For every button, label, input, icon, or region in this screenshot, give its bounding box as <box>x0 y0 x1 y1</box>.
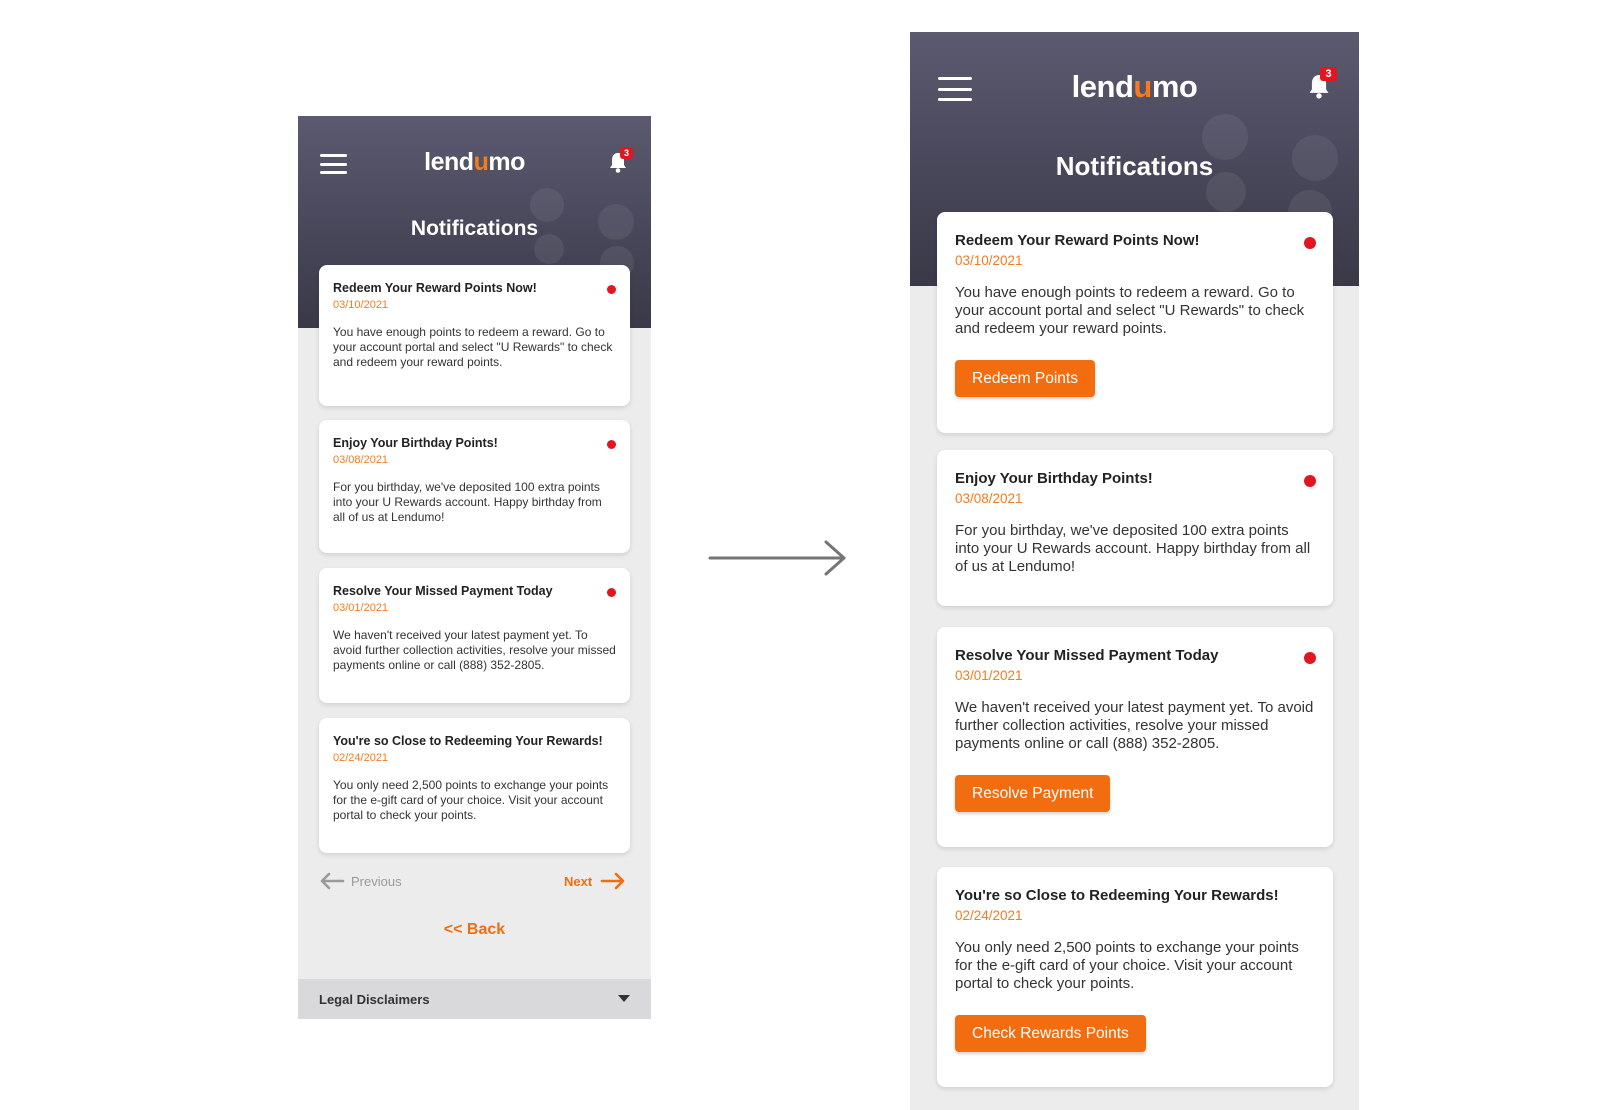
notification-title: Resolve Your Missed Payment Today <box>955 647 1219 664</box>
notification-body: We haven't received your latest payment yet. To avoid further collection activities, resolve your missed payments online or call (888) 352-2805. <box>955 699 1314 752</box>
notification-card[interactable] <box>937 627 1333 847</box>
caret-down-icon <box>618 995 630 1003</box>
lendumo-logo: lendumo <box>424 148 525 176</box>
unread-dot <box>607 285 616 294</box>
previous-button[interactable] <box>319 872 402 890</box>
notification-card[interactable] <box>319 568 630 703</box>
notification-badge: 3 <box>620 147 633 159</box>
notification-date: 02/24/2021 <box>955 908 1023 923</box>
check-rewards-points-button[interactable]: Check Rewards Points <box>955 1015 1146 1052</box>
bell-icon[interactable] <box>608 148 629 174</box>
notification-title: You're so Close to Redeeming Your Rewards! <box>333 734 603 748</box>
notification-title: Enjoy Your Birthday Points! <box>955 470 1153 487</box>
notification-card[interactable] <box>937 212 1333 433</box>
unread-dot <box>607 588 616 597</box>
unread-dot <box>1304 652 1316 664</box>
legal-disclaimers[interactable] <box>298 979 651 1019</box>
notification-body: For you birthday, we've deposited 100 extra points into your U Rewards account. Happy birthday from all of us at Lendumo! <box>333 480 602 524</box>
notification-card[interactable] <box>319 265 630 406</box>
transition-arrow-icon <box>708 538 854 583</box>
notification-title: You're so Close to Redeeming Your Rewards! <box>955 887 1279 904</box>
back-link[interactable]: << Back <box>443 921 506 938</box>
arrow-right-icon <box>600 872 626 890</box>
previous-label: Previous <box>351 873 402 889</box>
phone-after <box>910 32 1359 1110</box>
notification-date: 03/10/2021 <box>333 299 389 311</box>
notification-body: We haven't received your latest payment yet. To avoid further collection activities, resolve your missed payments online or call (888) 352-2805. <box>333 628 616 672</box>
notification-title: Resolve Your Missed Payment Today <box>333 584 553 598</box>
phone-before <box>298 116 651 1019</box>
notification-date: 03/01/2021 <box>955 668 1023 683</box>
notification-date: 03/10/2021 <box>955 253 1023 268</box>
lendumo-logo: lendumo <box>1071 69 1198 104</box>
notification-title: Redeem Your Reward Points Now! <box>955 232 1200 249</box>
next-button[interactable] <box>564 872 626 890</box>
notification-title: Enjoy Your Birthday Points! <box>333 436 498 450</box>
notification-card[interactable] <box>319 718 630 853</box>
resolve-payment-button[interactable]: Resolve Payment <box>955 775 1110 812</box>
page-title: Notifications <box>410 217 539 240</box>
legal-label: Legal Disclaimers <box>319 991 430 1007</box>
notification-card[interactable] <box>319 420 630 553</box>
notification-body: You only need 2,500 points to exchange your points for the e-gift card of your choice. Visit your account portal to check your points. <box>955 939 1299 992</box>
notification-title: Redeem Your Reward Points Now! <box>333 281 537 295</box>
notification-date: 03/08/2021 <box>333 454 389 466</box>
notification-date: 03/08/2021 <box>955 491 1023 506</box>
bell-icon[interactable] <box>1307 68 1332 100</box>
notification-body: You have enough points to redeem a reward. Go to your account portal and select "U Rewards" to check and redeem your reward points. <box>955 284 1305 337</box>
redeem-points-button[interactable]: Redeem Points <box>955 360 1095 397</box>
unread-dot <box>1304 237 1316 249</box>
notification-body: You only need 2,500 points to exchange your points for the e-gift card of your choice. Visit your account portal to check your points. <box>333 778 609 822</box>
notification-body: For you birthday, we've deposited 100 extra points into your U Rewards account. Happy birthday from all of us at Lendumo! <box>955 522 1311 575</box>
notification-date: 03/01/2021 <box>333 602 389 614</box>
arrow-left-icon <box>319 872 345 890</box>
page-title: Notifications <box>1055 151 1214 181</box>
notification-date: 02/24/2021 <box>333 752 389 764</box>
notification-badge: 3 <box>1320 67 1337 81</box>
notification-body: You have enough points to redeem a reward. Go to your account portal and select "U Rewards" to check and redeem your reward points. <box>333 325 613 369</box>
unread-dot <box>1304 475 1316 487</box>
notification-card[interactable] <box>937 450 1333 606</box>
next-label: Next <box>564 873 593 889</box>
unread-dot <box>607 440 616 449</box>
notification-card[interactable] <box>937 867 1333 1087</box>
